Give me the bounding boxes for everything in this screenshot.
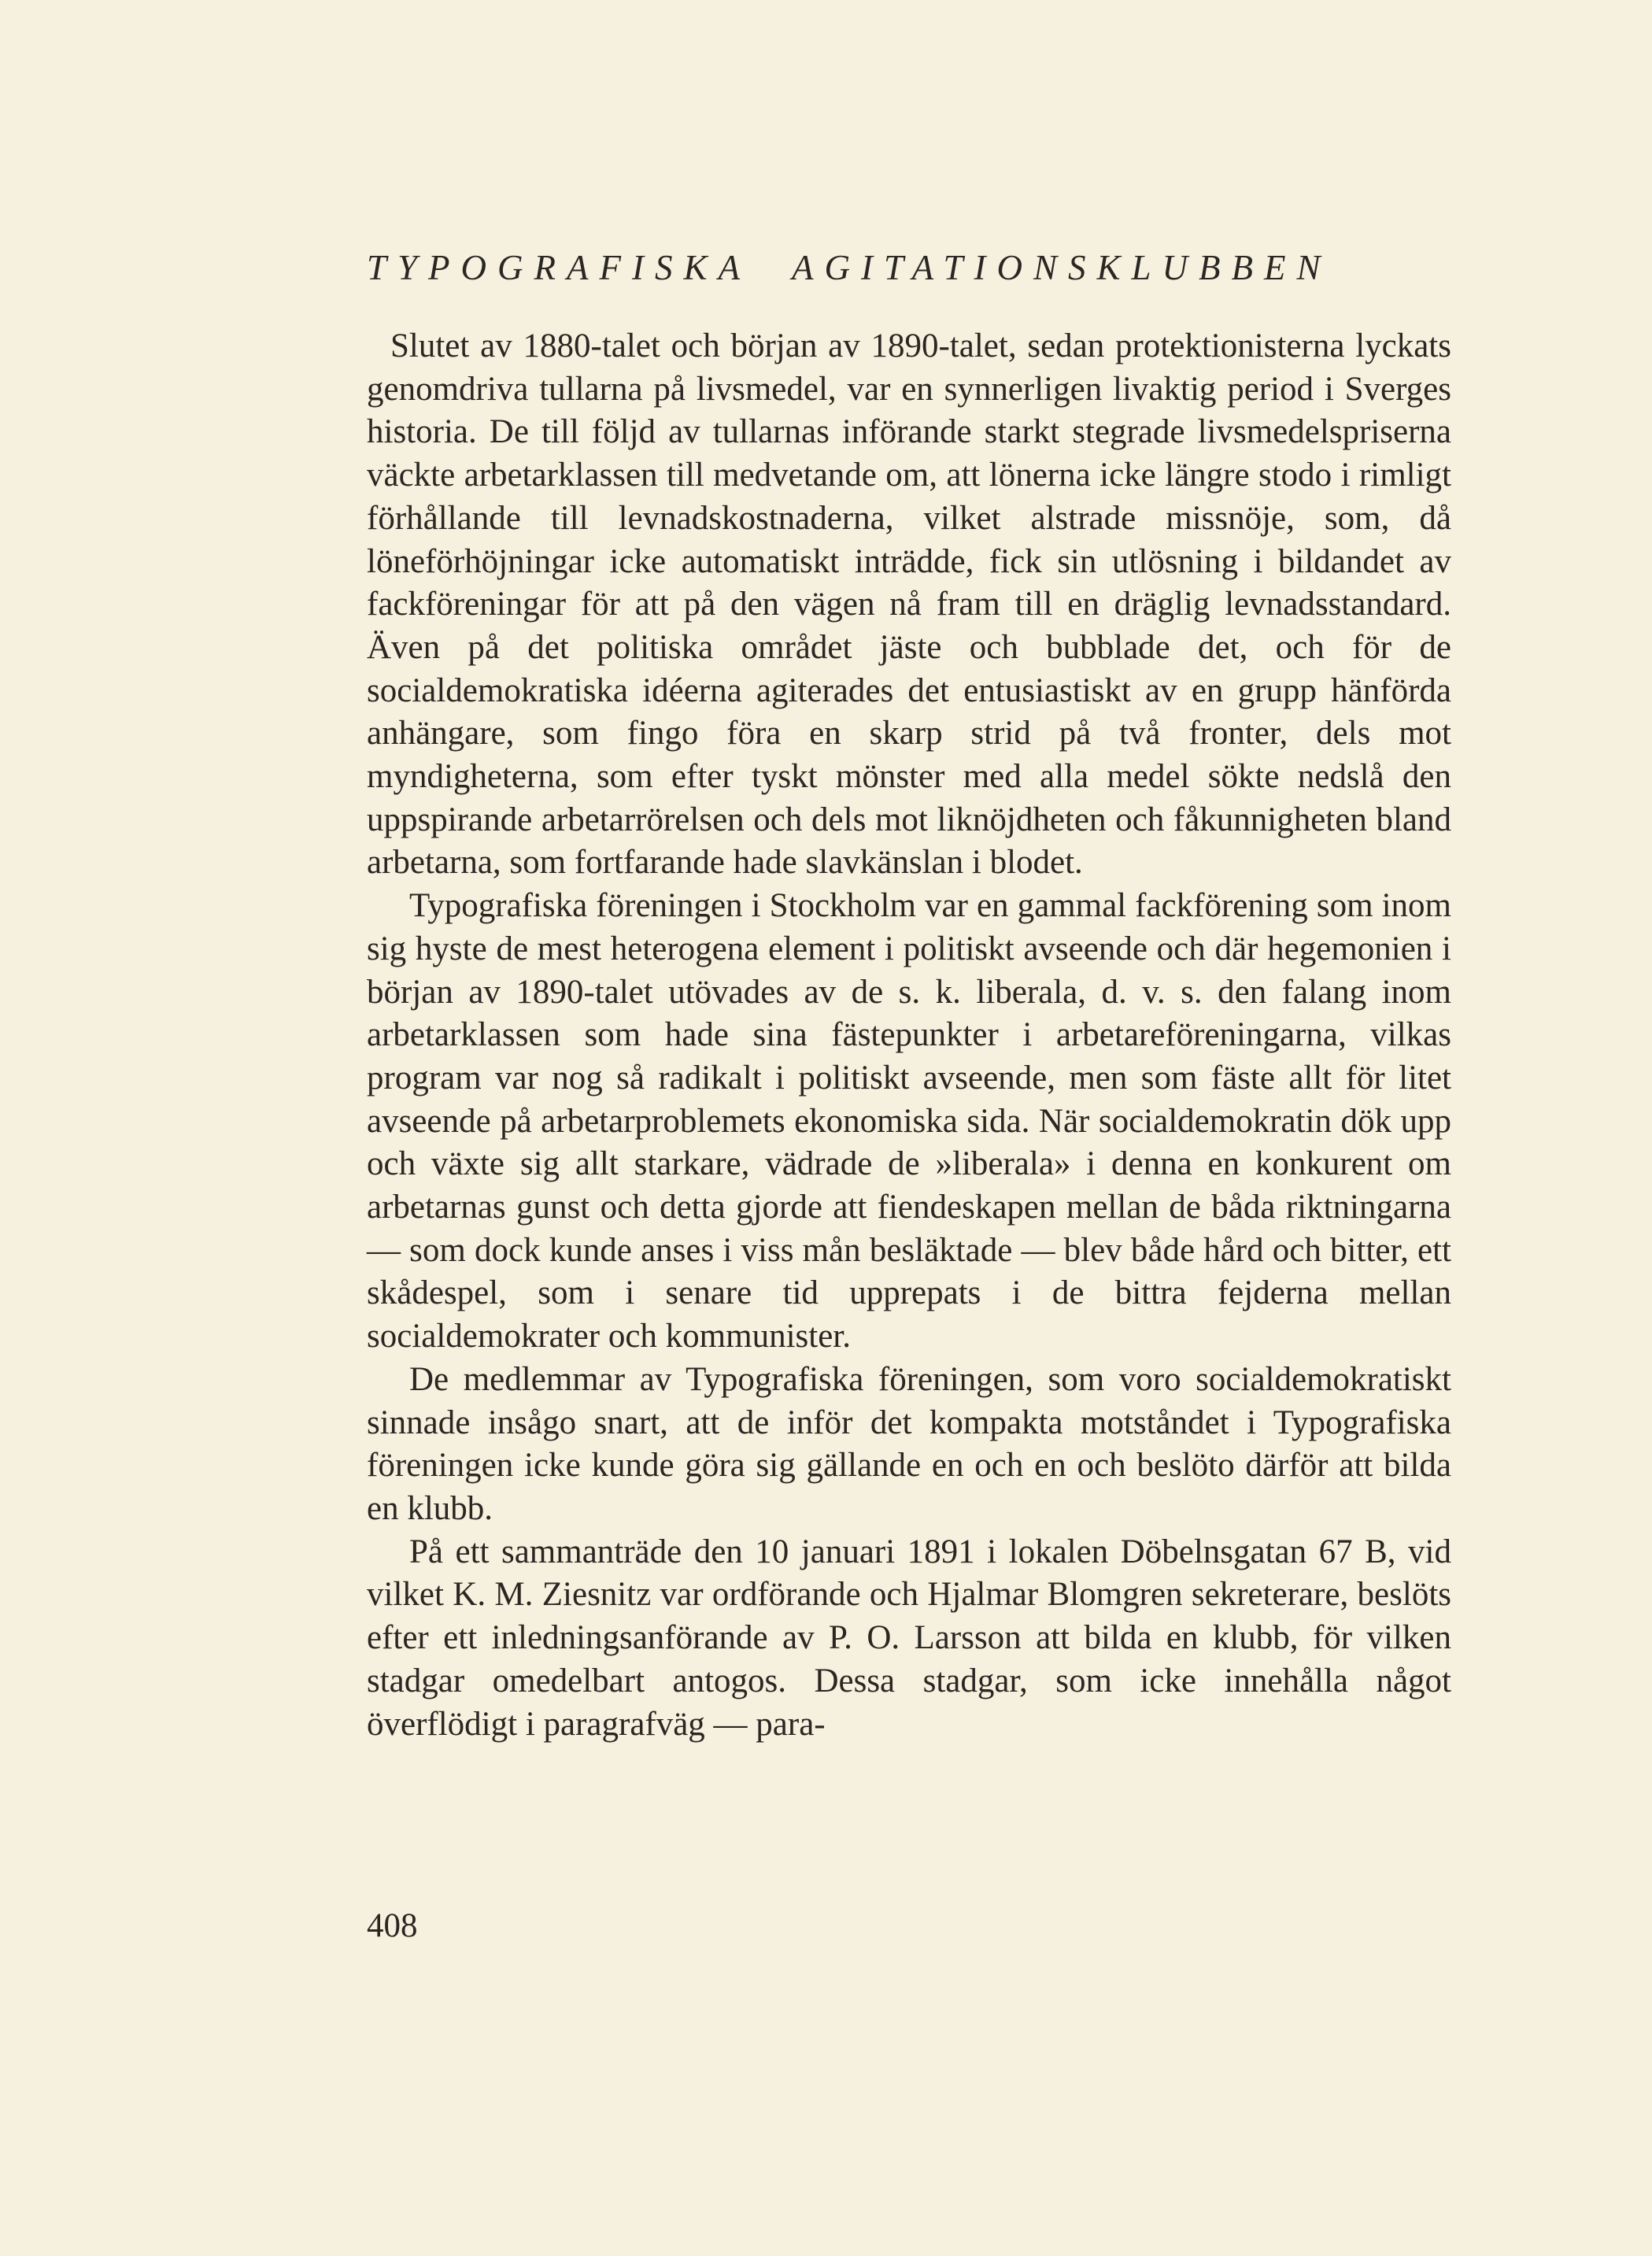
page-text-block	[367, 250, 1451, 1746]
page-number: 408	[367, 1907, 418, 1944]
chapter-heading	[367, 250, 1451, 286]
chapter-heading-word-2: AGITATIONSKLUBBEN	[792, 248, 1332, 287]
paragraph-3: De medlemmar av Typografiska föreningen, som voro socialdemokratiskt sinnade insågo snart, att de inför det kompakta motståndet i Typografiska föreningen icke kunde göra sig gällande en och en och beslöto därför att bilda en klubb.	[367, 1360, 1451, 1527]
paragraph-4: På ett sammanträde den 10 januari 1891 i lokalen Döbelnsgatan 67 B, vid vilket K. M. Ziesnitz var ordförande och Hjalmar Blomgren sekreterare, beslöts efter ett inledningsanförande av P. O. Larsson att bilda en klubb, för vilken stadgar omedelbart antogos. Dessa stadgar, som icke innehålla något överflödigt i paragrafväg — para-	[367, 1533, 1451, 1743]
paragraph-1: Slutet av 1880-talet och början av 1890-talet, sedan protektionisterna lyckats genomdriva tullarna på livsmedel, var en synnerligen livaktig period i Sverges historia. De till följd av tullarnas införande starkt stegrade livsmedelspriserna väckte arbetarklassen till medvetande om, att lönerna icke längre stodo i rimligt förhållande till levnadskostnaderna, vilket alstrade missnöje, som, då löneförhöjningar icke automatiskt inträdde, fick sin utlösning i bildandet av fackföreningar för att på den vägen nå fram till en dräglig levnadsstandard. Även på det politiska området jäste och bubblade det, och för de socialdemokratiska idéerna agiterades det entusiastiskt av en grupp hänförda anhängare, som fingo föra en skarp strid på två fronter, dels mot myndigheterna, som efter tyskt mönster med alla medel sökte nedslå den uppspirande arbetarrörelsen och dels mot liknöjdheten och fåkunnigheten bland arbetarna, som fortfarande hade slavkänslan i blodet.	[367, 327, 1451, 882]
chapter-heading-word-1: TYPOGRAFISKA	[367, 248, 751, 287]
paragraph-2: Typografiska föreningen i Stockholm var en gammal fackförening som inom sig hyste de mest heterogena element i politiskt avseende och där hegemonien i början av 1890-talet utövades av de s. k. liberala, d. v. s. den falang inom arbetarklassen som hade sina fästepunkter i arbetareföreningarna, vilkas program var nog så radikalt i politiskt avseende, men som fäste allt för litet avseende på arbetarproblemets ekonomiska sida. När socialdemokratin dök upp och växte sig allt starkare, vädrade de »liberala» i denna en konkurent om arbetarnas gunst och detta gjorde att fiendeskapen mellan de båda riktningarna — som dock kunde anses i viss mån besläktade — blev både hård och bitter, ett skådespel, som i senare tid upprepats i de bittra fejderna mellan socialdemokrater och kommunister.	[367, 887, 1451, 1355]
